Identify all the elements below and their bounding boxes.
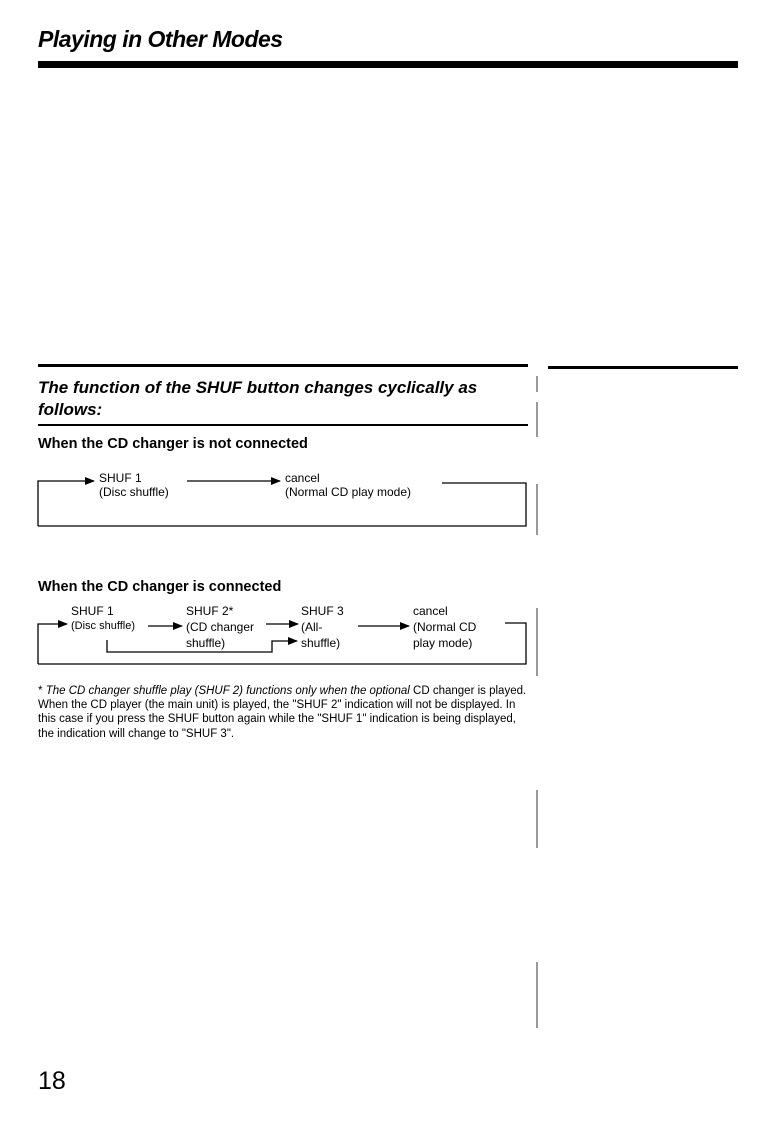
c-step3-desc-1: (All- (301, 620, 323, 634)
section-heading: The function of the SHUF button changes cyclically as follows: (38, 378, 478, 419)
connected-heading: When the CD changer is connected (38, 579, 282, 595)
c-step2-label: SHUF 2* (186, 604, 234, 618)
c-step4-desc-2: play mode) (413, 636, 473, 650)
footnote-bullet: * (38, 685, 43, 697)
c-step3-desc-2: shuffle) (301, 636, 341, 650)
c-step2-desc-2: shuffle) (186, 636, 226, 650)
c-step1-desc: (Disc shuffle) (71, 620, 135, 632)
c-step3-label: SHUF 3 (301, 604, 344, 618)
not-connected-flow-lines (38, 481, 526, 526)
nc-step2-label: cancel (285, 471, 320, 485)
footnote-body-text: CD changer is played. When the CD player (the main unit) is played, the "SHUF 2" indication will not be displayed. In this case if you press the SHUF button again while the "SHUF 1" indication is being displayed, the indication will change to "SHUF 3". (38, 685, 527, 740)
c-step4-desc-1: (Normal CD (413, 620, 477, 634)
page-title: Playing in Other Modes (38, 26, 283, 52)
nc-step2-desc: (Normal CD play mode) (285, 485, 412, 499)
c-step1-label: SHUF 1 (71, 604, 114, 618)
page-number: 18 (38, 1067, 66, 1095)
c-step2-desc-1: (CD changer (186, 620, 255, 634)
footnote-italic-text: The CD changer shuffle play (SHUF 2) functions only when the optional (45, 685, 410, 697)
c-step4-label: cancel (413, 604, 448, 618)
nc-step1-label: SHUF 1 (99, 471, 142, 485)
nc-step1-desc: (Disc shuffle) (99, 485, 169, 499)
not-connected-heading: When the CD changer is not connected (38, 436, 308, 452)
footnote (38, 684, 528, 741)
connected-flow-lines (38, 623, 526, 664)
